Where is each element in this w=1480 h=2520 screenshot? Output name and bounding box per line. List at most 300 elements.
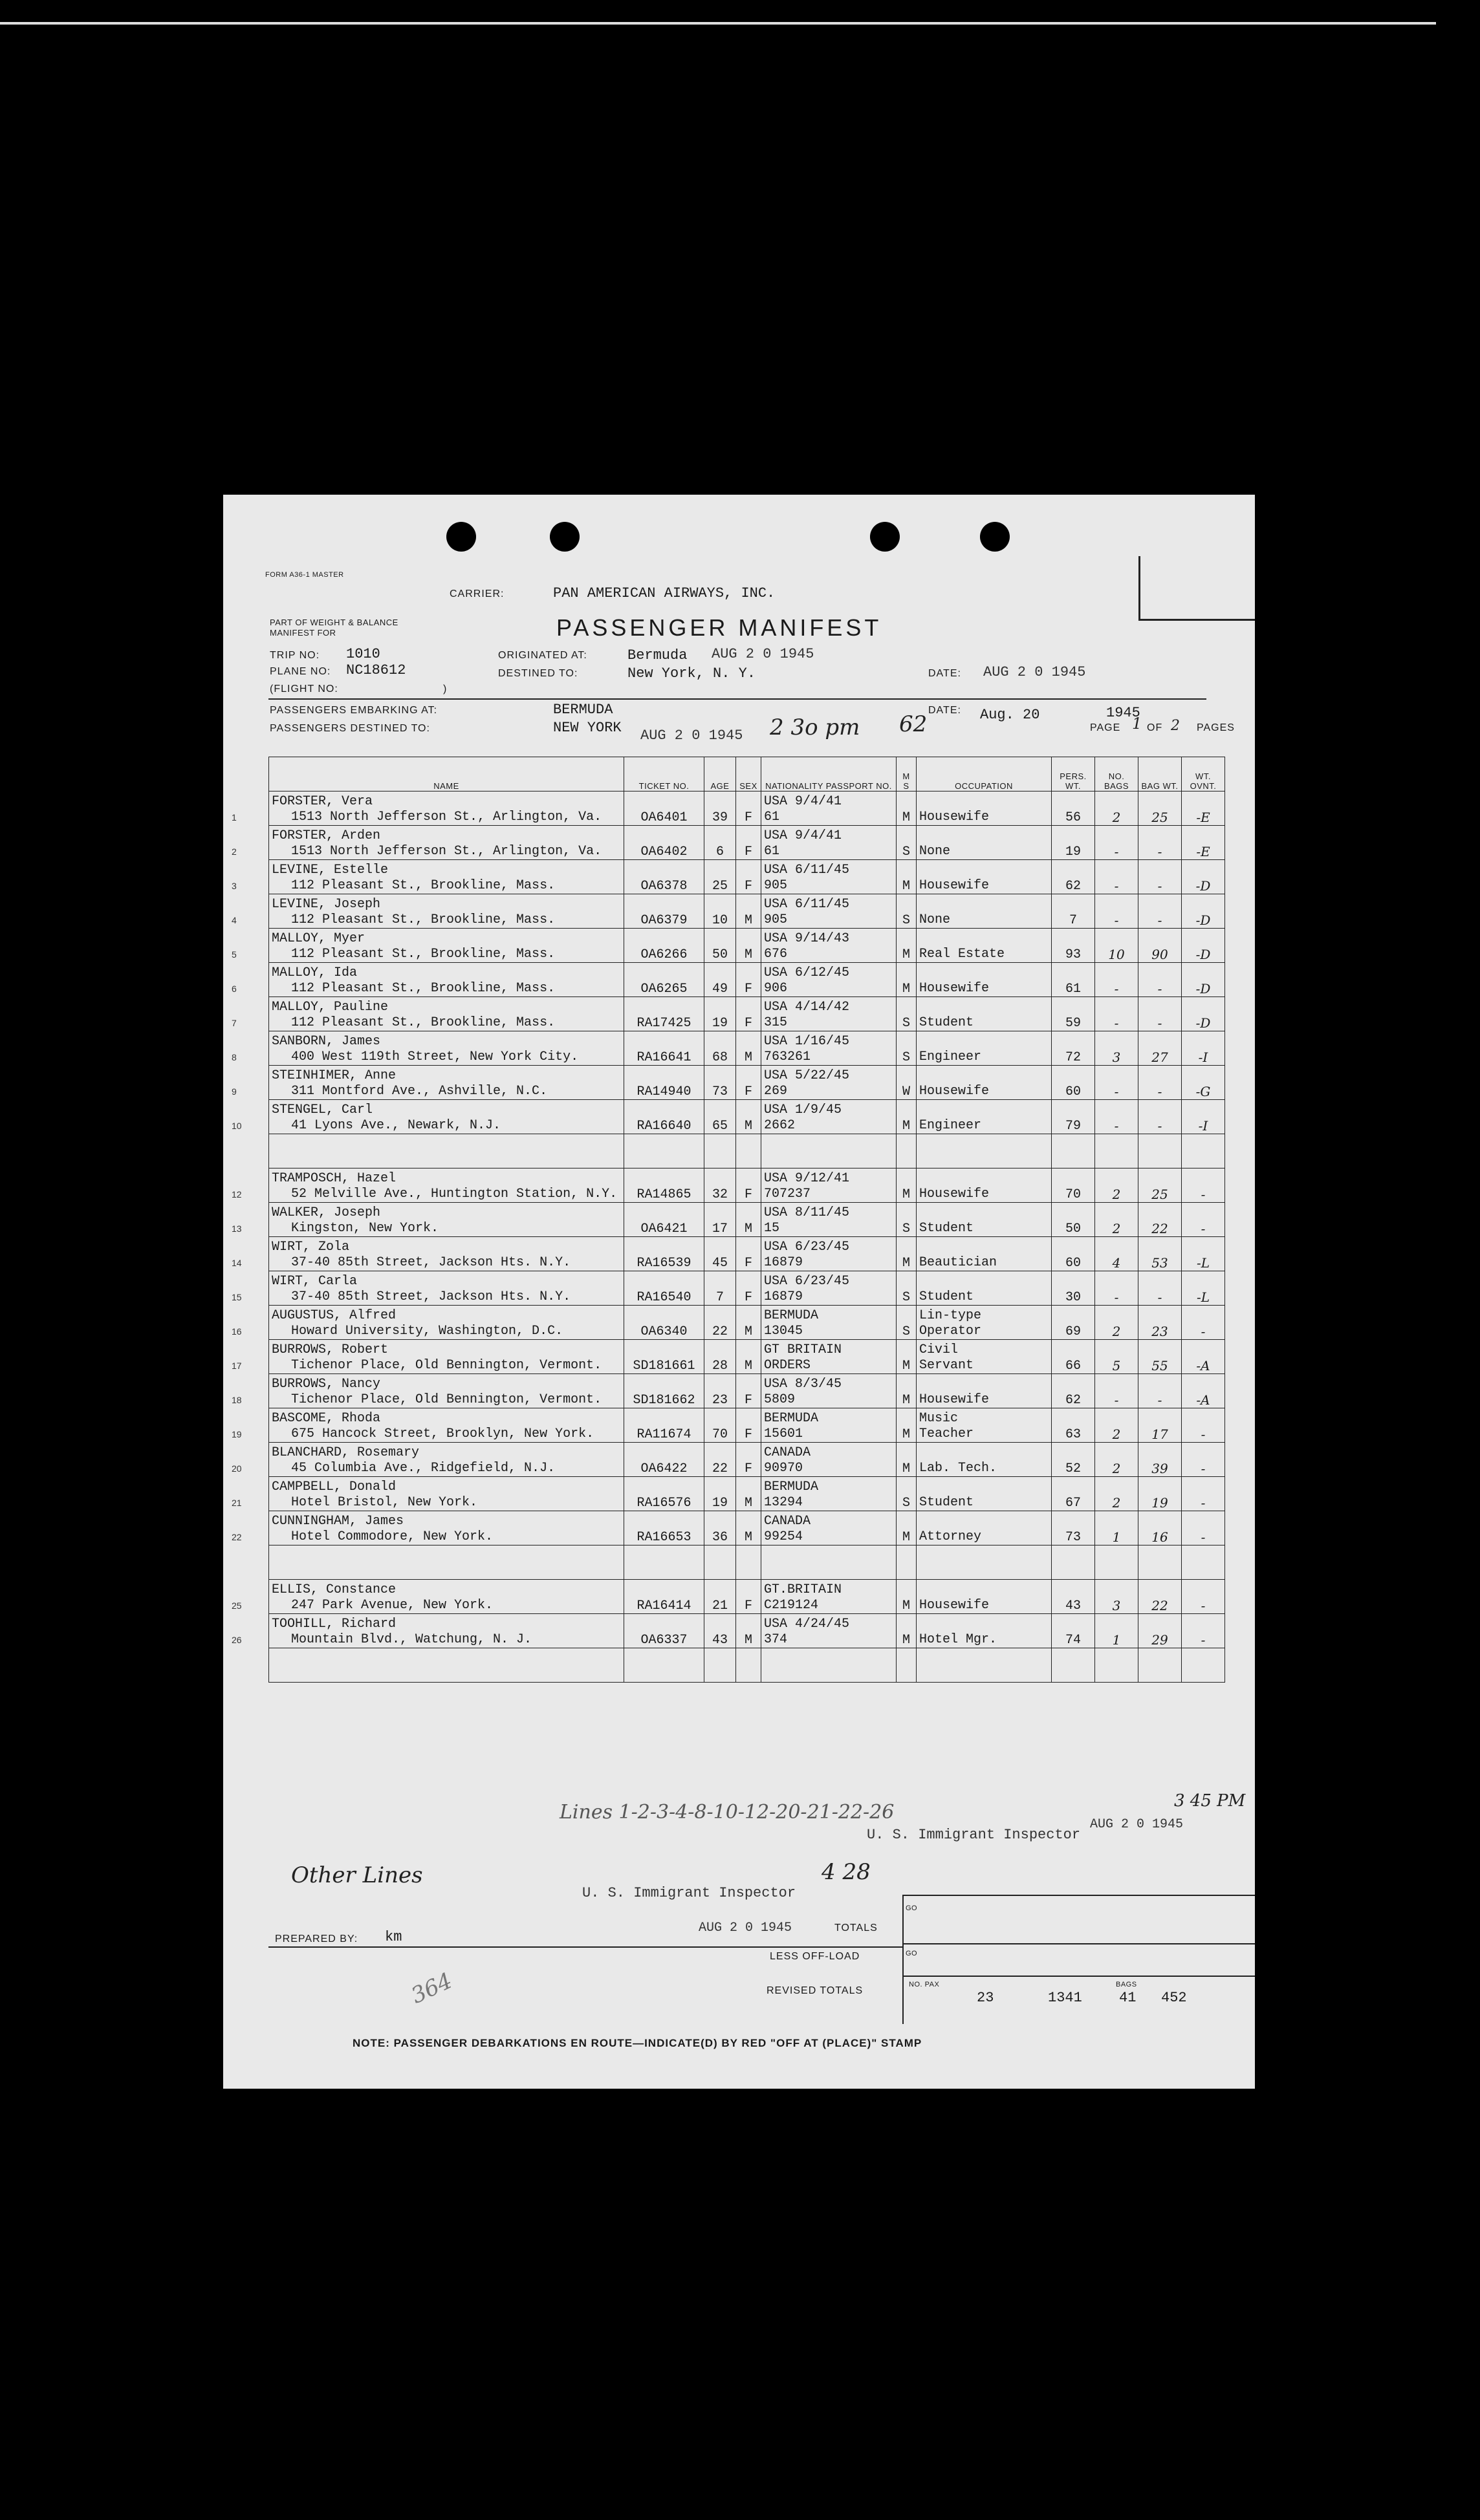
nationality: BERMUDA: [764, 1480, 819, 1494]
bag-wt-cell: -: [1138, 963, 1182, 997]
no-bags-cell: 3: [1095, 1031, 1138, 1066]
go-label: GO: [906, 1904, 918, 1912]
bag-wt-cell: 90: [1138, 929, 1182, 963]
carrier: PAN AMERICAN AIRWAYS, INC.: [553, 585, 776, 601]
other-lines: Other Lines: [291, 1862, 423, 1888]
blank-cell: [704, 1545, 736, 1580]
blank-cell: [917, 1648, 1052, 1683]
row-number: 9: [232, 1086, 237, 1097]
pers-wt-cell: 62: [1052, 860, 1095, 894]
col-sex: SEX: [736, 757, 761, 792]
nationality-cell: [761, 826, 897, 860]
row-number: 8: [232, 1052, 237, 1062]
pers-wt-cell: 62: [1052, 1374, 1095, 1408]
occupation-cell: [917, 1511, 1052, 1545]
blank-row: [269, 1648, 1225, 1683]
passenger-address: 1513 North Jefferson St., Arlington, Va.: [291, 810, 602, 824]
passport-no: 99254: [764, 1529, 803, 1544]
passenger-name: SANBORN, James: [272, 1034, 381, 1049]
occupation-line2: Servant: [919, 1358, 974, 1373]
name-cell: [232, 792, 624, 826]
marital-cell: M: [897, 1443, 917, 1477]
total-bags: 41: [1119, 1990, 1137, 2006]
age-cell: 45: [704, 1237, 736, 1271]
name-cell: [232, 997, 624, 1031]
passenger-name: WIRT, Zola: [272, 1240, 350, 1255]
pers-wt-cell: 52: [1052, 1443, 1095, 1477]
nationality-cell: [761, 860, 897, 894]
passenger-row: [269, 792, 1225, 826]
name-cell: [232, 894, 624, 929]
no-bags-cell: -: [1095, 1066, 1138, 1100]
occupation-line1: Hotel Mgr.: [919, 1632, 997, 1647]
nationality: USA 5/22/45: [764, 1068, 850, 1083]
passenger-row: [269, 894, 1225, 929]
age-cell: 49: [704, 963, 736, 997]
blank-cell: [1138, 1134, 1182, 1168]
originated-stamp: AUG 2 0 1945: [712, 646, 814, 662]
nationality-cell: [761, 1374, 897, 1408]
bag-wt-cell: 22: [1138, 1203, 1182, 1237]
passenger-row: [269, 963, 1225, 997]
ticket-cell: OA6402: [624, 826, 704, 860]
passenger-address: 400 West 119th Street, New York City.: [291, 1050, 579, 1064]
nationality-cell: [761, 1408, 897, 1443]
revised-label: REVISED TOTALS: [767, 1985, 864, 1996]
wt-ovnt-cell: -D: [1182, 963, 1225, 997]
occupation-cell: [917, 1614, 1052, 1648]
nationality-cell: [761, 1168, 897, 1203]
passenger-name: LEVINE, Estelle: [272, 863, 389, 878]
passenger-row: [269, 1237, 1225, 1271]
age-cell: 50: [704, 929, 736, 963]
no-bags-cell: 1: [1095, 1511, 1138, 1545]
passenger-address: 247 Park Avenue, New York.: [291, 1598, 494, 1613]
corner-box-line: [1138, 556, 1140, 621]
bag-wt-cell: 27: [1138, 1031, 1182, 1066]
pers-wt-cell: 59: [1052, 997, 1095, 1031]
no-bags-cell: 2: [1095, 1408, 1138, 1443]
ticket-cell: RA16539: [624, 1237, 704, 1271]
inspector-line: U. S. Immigrant Inspector: [867, 1827, 1081, 1843]
bag-wt-cell: 19: [1138, 1477, 1182, 1511]
blank-cell: [1182, 1648, 1225, 1683]
passenger-name: CUNNINGHAM, James: [272, 1514, 404, 1529]
row-number: 5: [232, 949, 237, 960]
passenger-name: STEINHIMER, Anne: [272, 1068, 397, 1083]
punch-hole: [870, 522, 900, 552]
name-cell: [232, 929, 624, 963]
nationality: USA 6/23/45: [764, 1274, 850, 1289]
age-cell: 22: [704, 1306, 736, 1340]
marital-cell: S: [897, 1031, 917, 1066]
age-cell: 32: [704, 1168, 736, 1203]
row-number: 19: [232, 1429, 242, 1439]
name-cell: [232, 1100, 624, 1134]
occupation-cell: [917, 1237, 1052, 1271]
totals-label: TOTALS: [834, 1922, 878, 1933]
passenger-row: [269, 1477, 1225, 1511]
time-note: 3 45 PM: [1174, 1791, 1246, 1811]
wt-ovnt-cell: -E: [1182, 826, 1225, 860]
bag-wt-cell: -: [1138, 894, 1182, 929]
blank-cell: [736, 1545, 761, 1580]
col-pers-wt: PERS. WT.: [1052, 757, 1095, 792]
passenger-row: [269, 1408, 1225, 1443]
no-bags-cell: 5: [1095, 1340, 1138, 1374]
bag-wt-cell: 25: [1138, 792, 1182, 826]
originated: Bermuda: [627, 647, 688, 663]
passenger-address: 1513 North Jefferson St., Arlington, Va.: [291, 844, 602, 859]
passenger-address: 311 Montford Ave., Ashville, N.C.: [291, 1084, 548, 1099]
passport-no: 5809: [764, 1392, 796, 1407]
passport-no: 13294: [764, 1495, 803, 1510]
nationality: USA 6/23/45: [764, 1240, 850, 1255]
rule: [268, 698, 1206, 700]
passenger-row: [269, 1614, 1225, 1648]
occupation-line1: None: [919, 844, 951, 859]
of-label: OF: [1147, 722, 1163, 733]
no-bags-cell: 2: [1095, 1203, 1138, 1237]
passenger-row: [269, 1443, 1225, 1477]
blank-cell: [897, 1545, 917, 1580]
marital-cell: M: [897, 963, 917, 997]
blank-cell: [761, 1648, 897, 1683]
blank-cell: [761, 1545, 897, 1580]
nationality-cell: [761, 1306, 897, 1340]
age-cell: 28: [704, 1340, 736, 1374]
passenger-name: TRAMPOSCH, Hazel: [272, 1171, 397, 1186]
marital-cell: S: [897, 1306, 917, 1340]
destined-label: DESTINED TO:: [498, 668, 578, 679]
ticket-cell: RA11674: [624, 1408, 704, 1443]
nationality-cell: [761, 1614, 897, 1648]
pers-wt-cell: 19: [1052, 826, 1095, 860]
row-number: 1: [232, 812, 237, 823]
embarking: BERMUDA: [553, 702, 613, 718]
passenger-address: 41 Lyons Ave., Newark, N.J.: [291, 1118, 501, 1133]
passenger-address: Tichenor Place, Old Bennington, Vermont.: [291, 1392, 602, 1407]
passport-no: 315: [764, 1015, 788, 1030]
col-ms: M S: [897, 757, 917, 792]
name-cell: [232, 1614, 624, 1648]
manifest-sheet: [223, 495, 1255, 2089]
nationality-cell: [761, 963, 897, 997]
occupation-line1: Beautician: [919, 1255, 997, 1270]
occupation-cell: [917, 1408, 1052, 1443]
passport-no: 905: [764, 878, 788, 893]
occupation-line1: Music: [919, 1411, 959, 1426]
marital-cell: M: [897, 1511, 917, 1545]
bag-wt-cell: 17: [1138, 1408, 1182, 1443]
wt-ovnt-cell: -D: [1182, 860, 1225, 894]
nationality: USA 6/12/45: [764, 965, 850, 980]
no-bags-cell: 2: [1095, 792, 1138, 826]
nationality: CANADA: [764, 1514, 811, 1529]
bag-wt-cell: -: [1138, 997, 1182, 1031]
sex-cell: F: [736, 792, 761, 826]
occupation-line1: Lin-type: [919, 1308, 982, 1323]
rule: [268, 1946, 902, 1948]
passport-no: C219124: [764, 1598, 819, 1613]
nationality: USA 9/12/41: [764, 1171, 850, 1186]
passenger-name: WALKER, Joseph: [272, 1205, 381, 1220]
occupation-cell: [917, 826, 1052, 860]
date-stamp: AUG 2 0 1945: [983, 664, 1086, 680]
occupation-line1: Housewife: [919, 981, 990, 996]
sex-cell: F: [736, 826, 761, 860]
ticket-cell: RA16414: [624, 1580, 704, 1614]
nationality-cell: [761, 1100, 897, 1134]
blank-cell: [736, 1134, 761, 1168]
passenger-row: [269, 1580, 1225, 1614]
passport-no: 15: [764, 1221, 780, 1236]
passenger-row: [269, 860, 1225, 894]
nationality: GT.BRITAIN: [764, 1582, 842, 1597]
blank-cell: [736, 1648, 761, 1683]
passport-no: 16879: [764, 1289, 803, 1304]
blank-cell: [269, 1134, 624, 1168]
passenger-row: [269, 1066, 1225, 1100]
age-cell: 23: [704, 1374, 736, 1408]
date2: Aug. 20: [980, 707, 1040, 723]
passenger-address: Howard University, Washington, D.C.: [291, 1324, 563, 1339]
occupation-line1: Housewife: [919, 810, 990, 824]
nationality: USA 9/4/41: [764, 794, 842, 809]
bag-wt-cell: -: [1138, 1066, 1182, 1100]
inspector2: U. S. Immigrant Inspector: [582, 1885, 796, 1901]
blank-cell: [269, 1648, 624, 1683]
sex-cell: F: [736, 1374, 761, 1408]
occupation-cell: [917, 1443, 1052, 1477]
name-cell: [232, 826, 624, 860]
passport-no: 13045: [764, 1324, 803, 1339]
manifest-table: [232, 757, 1225, 1683]
occupation-line1: Real Estate: [919, 947, 1005, 962]
bag-wt-cell: 16: [1138, 1511, 1182, 1545]
name-cell: [232, 860, 624, 894]
age-cell: 73: [704, 1066, 736, 1100]
passenger-row: [269, 1271, 1225, 1306]
bag-wt-cell: -: [1138, 1374, 1182, 1408]
page-label: PAGE: [1090, 722, 1121, 733]
occupation-line1: Student: [919, 1221, 974, 1236]
col-name: NAME: [269, 757, 624, 792]
no-bags-cell: 3: [1095, 1580, 1138, 1614]
passenger-row: [269, 826, 1225, 860]
passenger-address: Kingston, New York.: [291, 1221, 439, 1236]
occupation-cell: [917, 929, 1052, 963]
occupation-line1: Student: [919, 1015, 974, 1030]
row-number: 16: [232, 1326, 242, 1337]
occupation-line1: Civil: [919, 1342, 959, 1357]
sex-cell: M: [736, 1477, 761, 1511]
age-cell: 22: [704, 1443, 736, 1477]
no-bags-cell: -: [1095, 997, 1138, 1031]
occupation-cell: [917, 1100, 1052, 1134]
passport-no: ORDERS: [764, 1358, 811, 1373]
row-number: 14: [232, 1258, 242, 1268]
handwritten-time: 2 3o pm: [770, 715, 860, 740]
occupation-cell: [917, 1374, 1052, 1408]
total-pers-wt: 1341: [1048, 1990, 1082, 2006]
passenger-name: STENGEL, Carl: [272, 1103, 373, 1117]
name-cell: [232, 1374, 624, 1408]
ticket-cell: RA16640: [624, 1100, 704, 1134]
passenger-address: Tichenor Place, Old Bennington, Vermont.: [291, 1358, 602, 1373]
nationality-cell: [761, 929, 897, 963]
ticket-cell: RA14865: [624, 1168, 704, 1203]
blank-cell: [1138, 1648, 1182, 1683]
passenger-name: ELLIS, Constance: [272, 1582, 397, 1597]
wt-ovnt-cell: -A: [1182, 1374, 1225, 1408]
inspector-date: AUG 2 0 1945: [1090, 1817, 1184, 1832]
occupation-cell: [917, 1271, 1052, 1306]
bag-wt-cell: 25: [1138, 1168, 1182, 1203]
passport-no: 763261: [764, 1050, 811, 1064]
age-cell: 65: [704, 1100, 736, 1134]
row-number: 4: [232, 915, 237, 925]
destined-stamp: AUG 2 0 1945: [640, 727, 743, 744]
row-number: 25: [232, 1600, 242, 1611]
col-nationality: NATIONALITY PASSPORT NO.: [761, 757, 897, 792]
passenger-name: BURROWS, Robert: [272, 1342, 389, 1357]
nationality-cell: [761, 792, 897, 826]
name-cell: [232, 1203, 624, 1237]
occupation-cell: [917, 1031, 1052, 1066]
passenger-name: MALLOY, Pauline: [272, 1000, 389, 1015]
age-cell: 6: [704, 826, 736, 860]
ticket-cell: OA6340: [624, 1306, 704, 1340]
pers-wt-cell: 7: [1052, 894, 1095, 929]
ticket-cell: OA6337: [624, 1614, 704, 1648]
occupation-line1: Engineer: [919, 1050, 982, 1064]
row-number: 20: [232, 1463, 242, 1474]
passenger-address: 112 Pleasant St., Brookline, Mass.: [291, 981, 556, 996]
col-occupation: OCCUPATION: [917, 757, 1052, 792]
blank-cell: [704, 1134, 736, 1168]
passenger-name: AUGUSTUS, Alfred: [272, 1308, 397, 1323]
row-number: 6: [232, 984, 237, 994]
occupation-cell: [917, 963, 1052, 997]
ticket-cell: OA6265: [624, 963, 704, 997]
row-number: 2: [232, 846, 237, 857]
nationality: USA 4/24/45: [764, 1617, 850, 1632]
occupation-cell: [917, 997, 1052, 1031]
passport-no: 90970: [764, 1461, 803, 1476]
occupation-line1: Housewife: [919, 878, 990, 893]
wt-ovnt-cell: -: [1182, 1614, 1225, 1648]
marital-cell: S: [897, 1203, 917, 1237]
no-bags-cell: -: [1095, 1100, 1138, 1134]
sex-cell: M: [736, 1203, 761, 1237]
passport-no: 707237: [764, 1187, 811, 1201]
age-cell: 10: [704, 894, 736, 929]
pers-wt-cell: 69: [1052, 1306, 1095, 1340]
nationality: USA 8/3/45: [764, 1377, 842, 1392]
nationality-cell: [761, 894, 897, 929]
pers-wt-cell: 79: [1052, 1100, 1095, 1134]
pers-wt-cell: 30: [1052, 1271, 1095, 1306]
name-cell: [232, 1271, 624, 1306]
name-cell: [232, 1408, 624, 1443]
passenger-row: [269, 1374, 1225, 1408]
occupation-line2: Teacher: [919, 1427, 974, 1441]
row-number: 3: [232, 881, 237, 891]
bags-label: BAGS: [1116, 1981, 1137, 1988]
nationality: USA 9/4/41: [764, 828, 842, 843]
pers-wt-cell: 56: [1052, 792, 1095, 826]
wt-ovnt-cell: -L: [1182, 1237, 1225, 1271]
part-of-label: PART OF WEIGHT & BALANCE MANIFEST FOR: [270, 618, 398, 638]
name-cell: [232, 1340, 624, 1374]
name-cell: [232, 1580, 624, 1614]
blank-cell: [624, 1545, 704, 1580]
table-header-row: [269, 757, 1225, 792]
blank-cell: [624, 1648, 704, 1683]
sex-cell: M: [736, 1100, 761, 1134]
go-label: GO: [906, 1950, 918, 1957]
blank-cell: [1095, 1545, 1138, 1580]
of-no: 2: [1171, 718, 1180, 734]
bag-wt-cell: 29: [1138, 1614, 1182, 1648]
no-bags-cell: -: [1095, 1271, 1138, 1306]
row-number: 12: [232, 1189, 242, 1200]
nationality: USA 4/14/42: [764, 1000, 850, 1015]
wt-ovnt-cell: -: [1182, 1168, 1225, 1203]
wt-ovnt-cell: -: [1182, 1306, 1225, 1340]
passenger-row: [269, 997, 1225, 1031]
row-number: 7: [232, 1018, 237, 1028]
col-age: AGE: [704, 757, 736, 792]
col-bag-wt: BAG WT.: [1138, 757, 1182, 792]
sex-cell: F: [736, 1066, 761, 1100]
rule: [902, 1895, 1255, 1896]
blank-cell: [269, 1545, 624, 1580]
passenger-name: MALLOY, Ida: [272, 965, 358, 980]
marital-cell: S: [897, 1271, 917, 1306]
ticket-cell: OA6421: [624, 1203, 704, 1237]
marital-cell: M: [897, 1614, 917, 1648]
age-cell: 19: [704, 1477, 736, 1511]
bag-wt-cell: 55: [1138, 1340, 1182, 1374]
blank-cell: [1052, 1545, 1095, 1580]
occupation-line1: None: [919, 912, 951, 927]
passenger-address: 52 Melville Ave., Huntington Station, N.Y.: [291, 1187, 618, 1201]
passenger-address: 112 Pleasant St., Brookline, Mass.: [291, 947, 556, 962]
wt-ovnt-cell: -G: [1182, 1066, 1225, 1100]
passenger-name: FORSTER, Arden: [272, 828, 381, 843]
nationality-cell: [761, 1237, 897, 1271]
pers-wt-cell: 66: [1052, 1340, 1095, 1374]
pers-wt-cell: 73: [1052, 1511, 1095, 1545]
age-cell: 39: [704, 792, 736, 826]
occupation-line1: Attorney: [919, 1529, 982, 1544]
marital-cell: M: [897, 1408, 917, 1443]
bag-wt-cell: 22: [1138, 1580, 1182, 1614]
sex-cell: F: [736, 1580, 761, 1614]
wt-ovnt-cell: -D: [1182, 894, 1225, 929]
wt-ovnt-cell: -: [1182, 1511, 1225, 1545]
bag-wt-cell: -: [1138, 826, 1182, 860]
row-number: 13: [232, 1223, 242, 1234]
passport-no: 15601: [764, 1427, 803, 1441]
age-cell: 68: [704, 1031, 736, 1066]
marital-cell: M: [897, 1168, 917, 1203]
passport-no: 374: [764, 1632, 788, 1647]
film-edge-line: [0, 22, 1436, 25]
passport-no: 906: [764, 981, 788, 996]
